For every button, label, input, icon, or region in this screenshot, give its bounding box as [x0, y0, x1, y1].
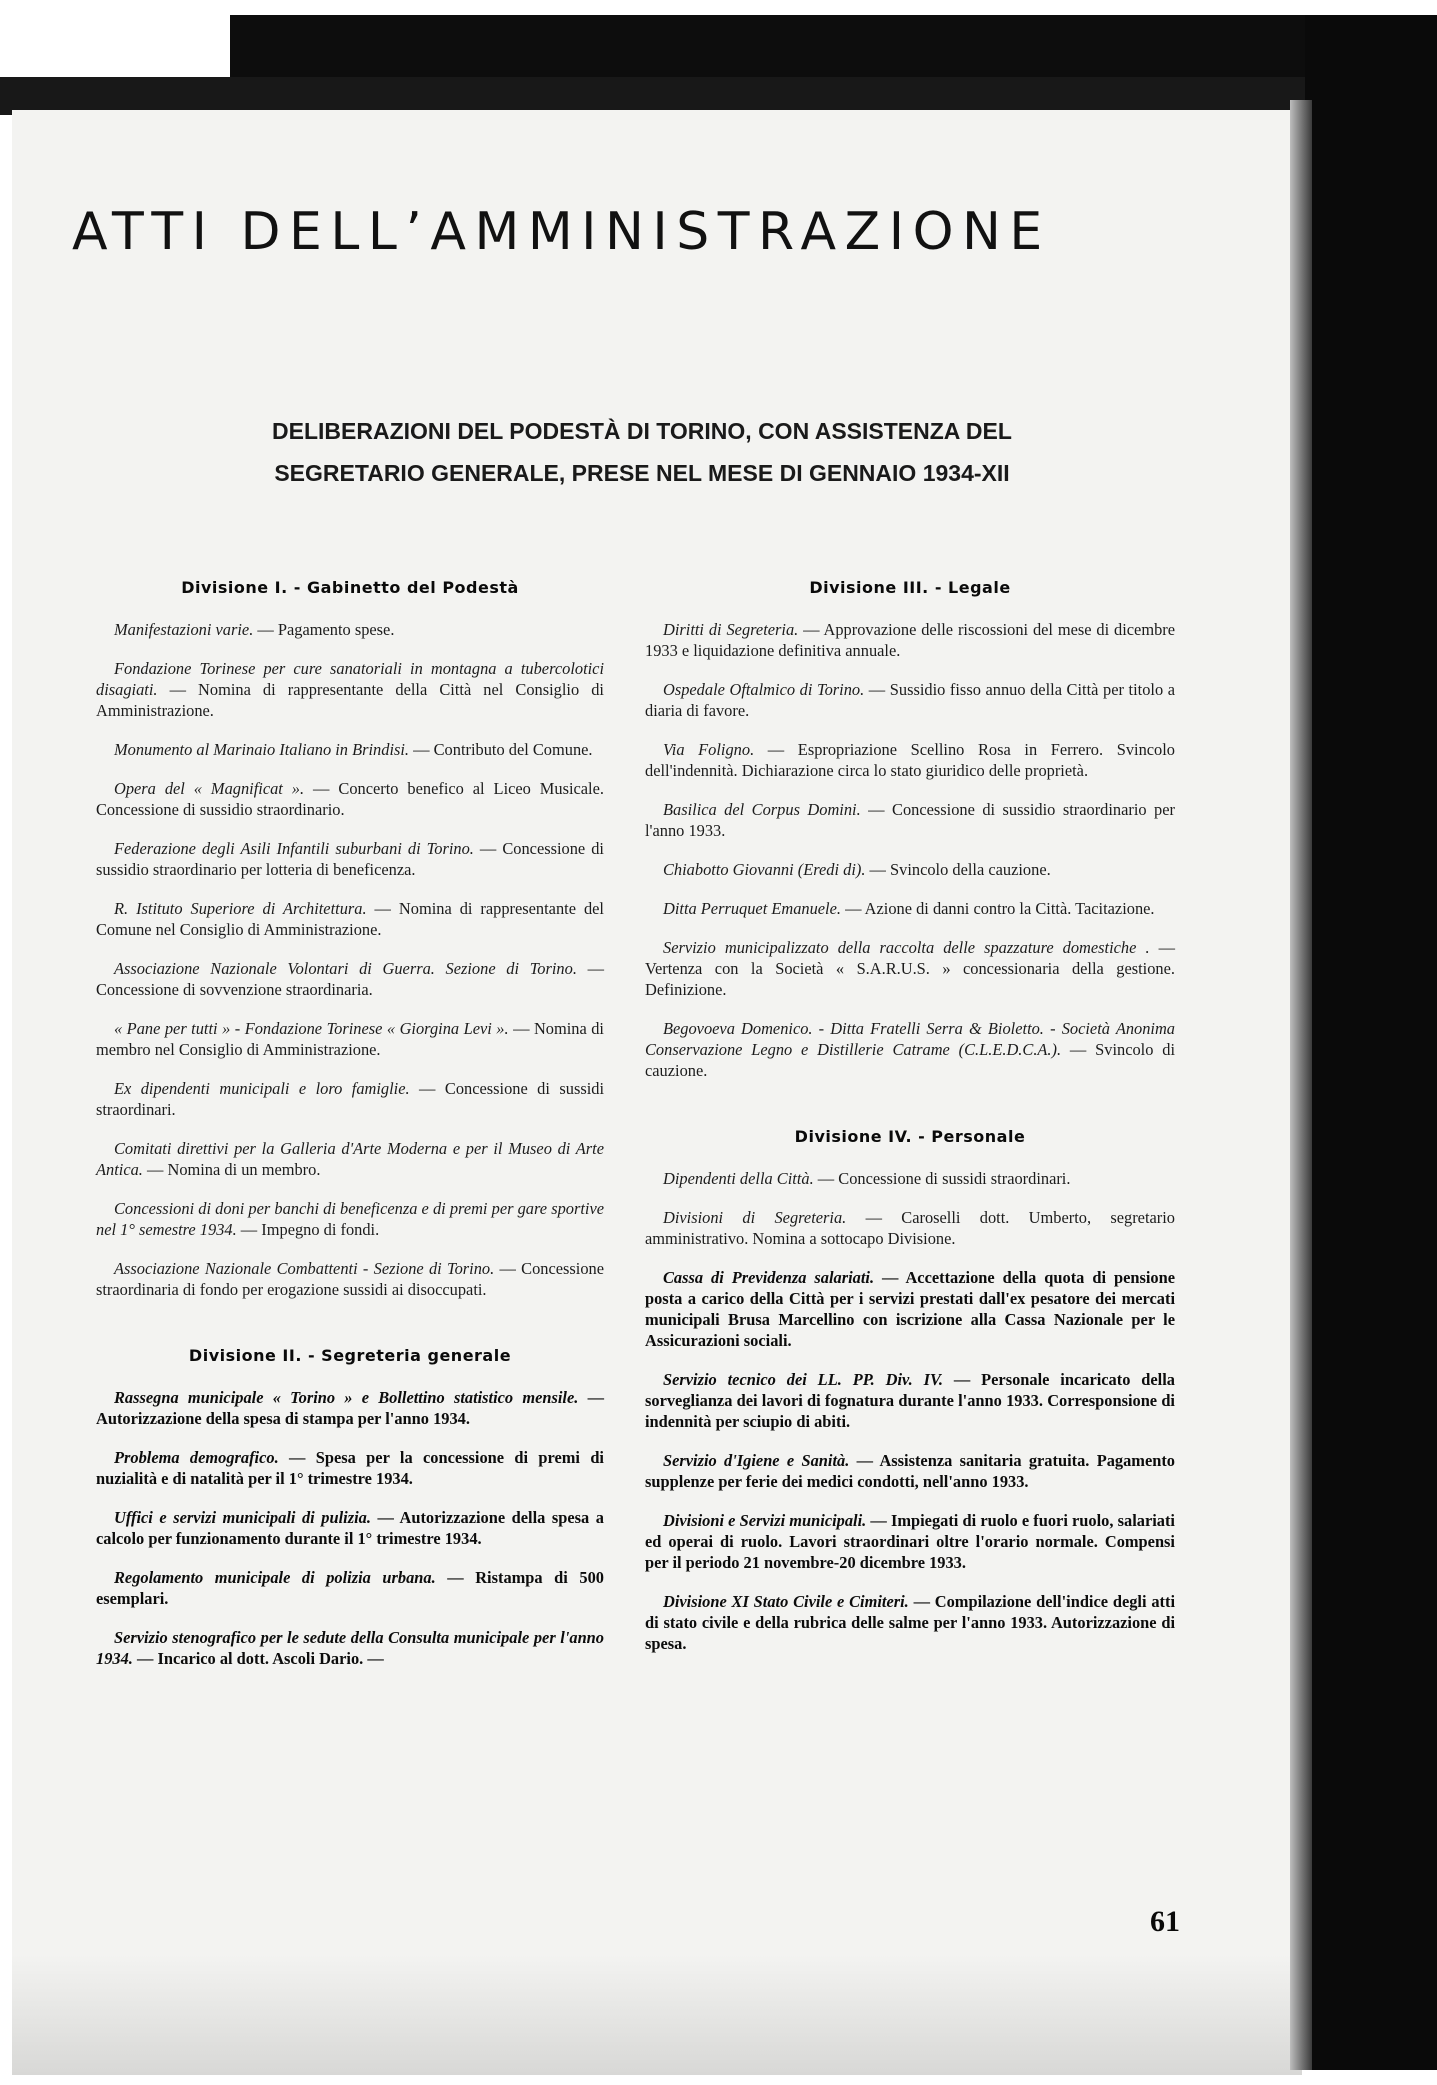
deliberation-entry: [96, 619, 604, 640]
entry-subject: Chiabotto Giovanni (Eredi di).: [663, 860, 866, 879]
entry-subject: R. Istituto Superiore di Architettura.: [114, 899, 367, 918]
deliberation-entry: [645, 859, 1175, 880]
deliberation-entry: [96, 958, 604, 1000]
entry-subject: Divisione XI Stato Civile e Cimiteri.: [663, 1592, 909, 1611]
deliberation-entry: [645, 937, 1175, 1000]
entry-text: — Concessione di sussidi straordinari.: [96, 1079, 604, 1119]
deliberation-entry: [96, 838, 604, 880]
deliberation-entry: [645, 1207, 1175, 1249]
entry-text: — Nomina di membro nel Consiglio di Amministrazione.: [96, 1019, 604, 1059]
entry-text: — Impegno di fondi.: [236, 1220, 380, 1239]
entry-subject: Ditta Perruquet Emanuele.: [663, 899, 841, 918]
entry-subject: « Pane per tutti » - Fondazione Torinese « Giorgina Levi ».: [114, 1019, 509, 1038]
deliberation-entry: [645, 1510, 1175, 1573]
entry-text: — Personale incaricato della sorveglianza dei lavori di fognatura durante l'anno 1933. Corresponsione di indennità per sciupio di abiti.: [645, 1370, 1175, 1431]
entry-subject: Federazione degli Asili Infantili suburbani di Torino.: [114, 839, 474, 858]
entry-text: — Nomina di rappresentante della Città nel Consiglio di Amministrazione.: [96, 680, 604, 720]
entry-text: — Concerto benefico al Liceo Musicale. Concessione di sussidio straordinario.: [96, 779, 604, 819]
entry-text: — Caroselli dott. Umberto, segretario amministrativo. Nomina a sottocapo Divisione.: [645, 1208, 1175, 1248]
entry-text: — Vertenza con la Società « S.A.R.U.S. » concessionaria della gestione. Definizione.: [645, 938, 1175, 999]
page-title: ATTI DELL’AMMINISTRAZIONE: [72, 202, 1051, 262]
entry-subject: Regolamento municipale di polizia urbana.: [114, 1568, 436, 1587]
entry-subject: Associazione Nazionale Combattenti - Sezione di Torino.: [114, 1259, 495, 1278]
entry-subject: Servizio municipalizzato della raccolta delle spazzature domestiche .: [663, 938, 1150, 957]
division-heading: Divisione I. - Gabinetto del Podestà: [181, 578, 519, 597]
division-heading: Divisione II. - Segreteria generale: [188, 1346, 512, 1365]
deliberation-entry: [96, 1627, 604, 1669]
entry-subject: Diritti di Segreteria.: [663, 620, 799, 639]
entry-subject: Monumento al Marinaio Italiano in Brindisi.: [114, 740, 410, 759]
entry-subject: Divisioni e Servizi municipali.: [663, 1511, 867, 1530]
entry-subject: Via Foligno.: [663, 740, 755, 759]
deliberation-entry: [645, 1168, 1175, 1189]
entry-subject: Comitati direttivi per la Galleria d'Arte Moderna e per il Museo di Arte Antica.: [96, 1139, 604, 1179]
entry-subject: Divisioni di Segreteria.: [663, 1208, 847, 1227]
entry-text: — Azione di danni contro la Città. Tacitazione.: [840, 899, 1155, 918]
entry-subject: Concessioni di doni per banchi di beneficenza e di premi per gare sportive nel 1° semestre 1934.: [96, 1199, 604, 1239]
entry-subject: Ospedale Oftalmico di Torino.: [663, 680, 865, 699]
subtitle-line-1: DELIBERAZIONI DEL PODESTÀ DI TORINO, CON ASSISTENZA DEL: [272, 418, 1012, 444]
left-column: [96, 578, 604, 1687]
entry-text: — Pagamento spese.: [253, 620, 395, 639]
entry-text: — Compilazione dell'indice degli atti di stato civile e della rubrica delle salme per l'anno 1933. Autorizzazione di spesa.: [645, 1592, 1176, 1653]
entry-text: — Autorizzazione della spesa di stampa per l'anno 1934.: [96, 1388, 604, 1428]
deliberation-entry: [96, 778, 604, 820]
entry-text: — Approvazione delle riscossioni del mese di dicembre 1933 e liquidazione definitiva annuale.: [645, 620, 1176, 660]
deliberation-entry: [96, 1078, 604, 1120]
entry-text: — Svincolo della cauzione.: [865, 860, 1051, 879]
entry-subject: Uffici e servizi municipali di pulizia.: [114, 1508, 371, 1527]
entry-subject: Manifestazioni varie.: [114, 620, 254, 639]
deliberation-entry: [645, 679, 1175, 721]
entry-subject: Ex dipendenti municipali e loro famiglie.: [114, 1079, 410, 1098]
entry-text: — Svincolo di cauzione.: [645, 1040, 1175, 1080]
entry-subject: Begovoeva Domenico. - Ditta Fratelli Serra & Bioletto. - Società Anonima Conservazione Legno e Distillerie Catrame (C.L.E.D.C.A.).: [645, 1019, 1175, 1059]
deliberation-entry: [96, 1138, 604, 1180]
scan-page-edge: [1290, 100, 1312, 2070]
entry-subject: Servizio stenografico per le sedute della Consulta municipale per l'anno 1934.: [96, 1628, 604, 1668]
division-heading: Divisione III. - Legale: [809, 578, 1011, 597]
deliberation-entry: [645, 619, 1175, 661]
page-number: 61: [1150, 1905, 1180, 1938]
entry-text: — Sussidio fisso annuo della Città per titolo a diaria di favore.: [645, 680, 1175, 720]
entry-subject: Rassegna municipale « Torino » e Bollettino statistico mensile.: [114, 1388, 579, 1407]
deliberation-entry: [96, 898, 604, 940]
entry-text: — Nomina di rappresentante del Comune nel Consiglio di Amministrazione.: [96, 899, 604, 939]
entry-text: — Concessione di sovvenzione straordinaria.: [96, 959, 604, 999]
deliberation-entry: [96, 1447, 604, 1489]
entry-text: — Assistenza sanitaria gratuita. Pagamento supplenze per ferie dei medici condotti, nell'anno 1933.: [645, 1451, 1175, 1491]
entry-subject: Servizio tecnico dei LL. PP. Div. IV.: [663, 1370, 943, 1389]
entry-text: — Concessione straordinaria di fondo per erogazione sussidi ai disoccupati.: [96, 1259, 604, 1299]
deliberation-entry: [645, 1369, 1175, 1432]
deliberation-entry: [96, 1507, 604, 1549]
deliberation-entry: [645, 799, 1175, 841]
entry-text: — Concessione di sussidio straordinario per lotteria di beneficenza.: [96, 839, 604, 879]
entry-subject: Problema demografico.: [114, 1448, 279, 1467]
entry-subject: Basilica del Corpus Domini.: [663, 800, 861, 819]
entry-text: — Spesa per la concessione di premi di nuzialità e di natalità per il 1° trimestre 1934.: [96, 1448, 604, 1488]
deliberation-entry: [645, 1267, 1175, 1351]
entry-text: — Incarico al dott. Ascoli Dario. —: [132, 1649, 384, 1668]
division-heading: Divisione IV. - Personale: [794, 1127, 1026, 1146]
deliberation-entry: [645, 1591, 1175, 1654]
entry-subject: Associazione Nazionale Volontari di Guerra. Sezione di Torino.: [114, 959, 577, 978]
deliberation-entry: [96, 739, 604, 760]
entry-subject: Servizio d'Igiene e Sanità.: [663, 1451, 850, 1470]
entry-text: — Impiegati di ruolo e fuori ruolo, salariati ed operai di ruolo. Lavori straordinari oltre l'orario normale. Compensi per il periodo 21 novembre-20 dicembre 1933.: [645, 1511, 1175, 1572]
deliberation-entry: [645, 898, 1175, 919]
entry-subject: Dipendenti della Città.: [663, 1169, 814, 1188]
deliberation-entry: [645, 739, 1175, 781]
deliberation-entry: [96, 1018, 604, 1060]
entry-subject: Fondazione Torinese per cure sanatoriali in montagna a tubercolotici disagiati.: [96, 659, 604, 699]
deliberation-entry: [645, 1018, 1175, 1081]
entry-text: — Espropriazione Scellino Rosa in Ferrero. Svincolo dell'indennità. Dichiarazione circa lo stato giuridico delle proprietà.: [645, 740, 1176, 780]
deliberation-entry: [96, 1387, 604, 1429]
subtitle-line-2: SEGRETARIO GENERALE, PRESE NEL MESE DI GENNAIO 1934-XII: [274, 460, 1010, 486]
page-subtitle: [222, 410, 1062, 494]
entry-text: — Accettazione della quota di pensione posta a carico della Città per i servizi prestati dall'ex pesatore dei mercati municipali Brusa Marcellino con iscrizione alla Cassa Nazionale per le Assicurazioni sociali.: [645, 1268, 1175, 1350]
entry-text: — Autorizzazione della spesa a calcolo per funzionamento durante il 1° trimestre 1934.: [96, 1508, 604, 1548]
scan-shadow-top: [230, 15, 1310, 77]
deliberation-entry: [645, 1450, 1175, 1492]
document-page: [12, 110, 1302, 2075]
deliberation-entry: [96, 1198, 604, 1240]
entry-subject: Opera del « Magnificat ».: [114, 779, 305, 798]
entry-text: — Concessione di sussidio straordinario per l'anno 1933.: [645, 800, 1175, 840]
deliberation-entry: [96, 658, 604, 721]
entry-text: — Concessione di sussidi straordinari.: [813, 1169, 1071, 1188]
right-column: [645, 578, 1175, 1672]
entry-text: — Ristampa di 500 esemplari.: [96, 1568, 604, 1608]
scan-shadow-right: [1305, 15, 1437, 2070]
entry-subject: Cassa di Previdenza salariati.: [663, 1268, 875, 1287]
deliberation-entry: [96, 1567, 604, 1609]
entry-text: — Nomina di un membro.: [142, 1160, 321, 1179]
deliberation-entry: [96, 1258, 604, 1300]
entry-text: — Contributo del Comune.: [409, 740, 593, 759]
page-bottom-shade: [12, 1955, 1302, 2075]
